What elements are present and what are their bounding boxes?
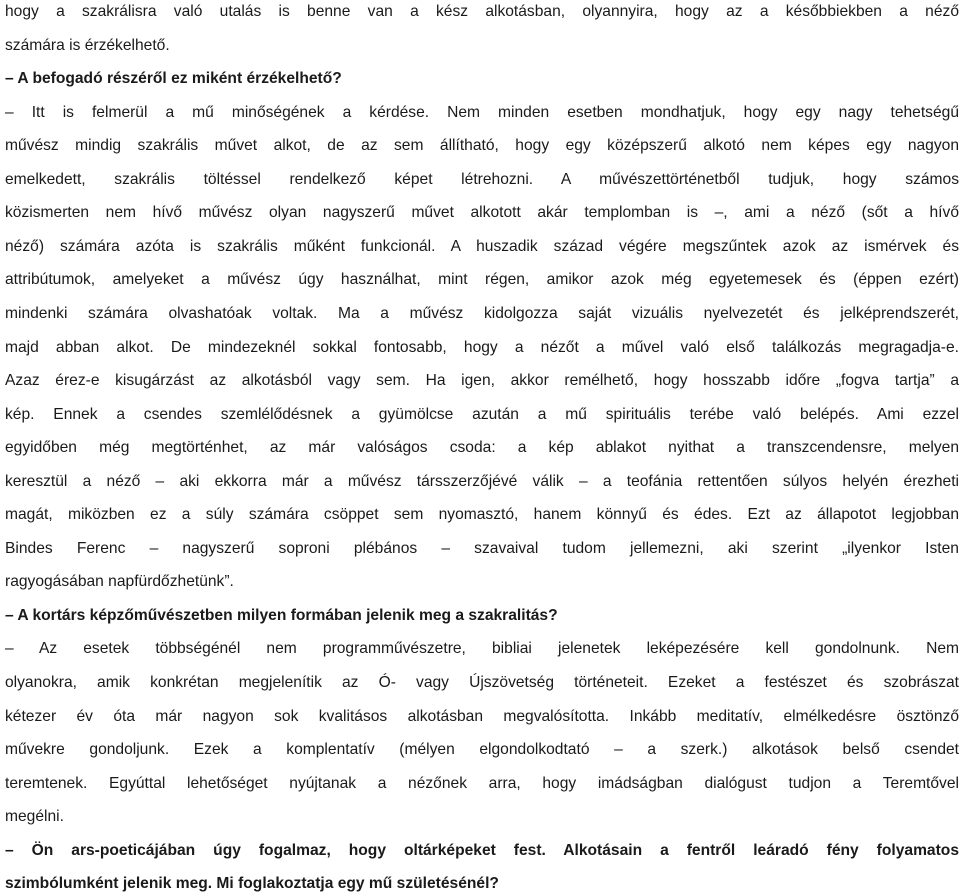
- text-line: keresztül a néző – aki ekkorra már a művész társszerzőjévé válik – a teofánia rettentően súlyos helyén érezheti: [5, 472, 959, 490]
- text-line: egyidőben még megtörténhet, az már valóságos csoda: a kép ablakot nyithat a transzcendensre, melyen: [5, 439, 959, 457]
- question-line: szimbólumként jelenik meg. Mi foglakoztatja egy mű születésénél?: [5, 875, 499, 893]
- text-line: számára is érzékelhető.: [5, 36, 170, 54]
- text-line: kétezer év óta már nagyon sok kvalitásos alkotásban megvalósította. Inkább meditatív, elmélkedésre ösztönző: [5, 707, 959, 725]
- text-line: majd abban alkot. De mindezeknél sokkal fontosabb, hogy a nézőt a művel való első találkozás megragadja-e.: [5, 338, 959, 356]
- text-line: – Az esetek többségénél nem programművészetre, bibliai jelenetek leképezésére kell gondolnunk. Nem: [5, 640, 959, 658]
- text-line: Azaz érez-e kisugárzást az alkotásból vagy sem. Ha igen, akkor remélhető, hogy hosszabb időre „fogva tartja” a: [5, 372, 959, 390]
- text-line: teremtenek. Egyúttal lehetőséget nyújtanak a nézőnek arra, hogy imádságban dialógust tudjon a Teremtővel: [5, 774, 959, 792]
- text-line: kép. Ennek a csendes szemlélődésnek a gyümölcse azután a mű spirituális terébe való belépés. Ami ezzel: [5, 405, 959, 423]
- text-line: megélni.: [5, 808, 64, 826]
- question-line: – Ön ars-poeticájában úgy fogalmaz, hogy oltárképeket fest. Alkotásain a fentről leáradó fény folyamatos: [5, 841, 959, 859]
- text-line: művész mindig szakrális művet alkot, de az sem állítható, hogy egy középszerű alkotó nem képes egy nagyon: [5, 137, 959, 155]
- text-line: olyanokra, amik konkrétan megjelenítik az Ó- vagy Újszövetség történeteit. Ezeket a festészet és szobrászat: [5, 674, 959, 691]
- text-line: Bindes Ferenc – nagyszerű soproni plébános – szavaival tudom jellemezni, aki szerint „ilyenkor Isten: [5, 539, 959, 557]
- text-line: mindenki számára olvashatóak voltak. Ma a művész kidolgozza saját vizuális nyelvezetét és jelképrendszerét,: [5, 304, 959, 322]
- text-line: attribútumok, amelyeket a művész úgy használhat, mint régen, amikor azok még egyetemesek és (éppen ezért): [5, 271, 959, 289]
- text-line: hogy a szakrálisra való utalás is benne van a kész alkotásban, olyannyira, hogy az a későbbiekben a néző: [5, 3, 959, 20]
- text-line: magát, miközben ez a súly számára csöppet sem nyomasztó, hanem könnyű és édes. Ezt az állapotot legjobban: [5, 506, 959, 524]
- text-line: emelkedett, szakrális töltéssel rendelkező képet létrehozni. A művészettörténetből tudjuk, hogy számos: [5, 170, 959, 188]
- text-line: művekre gondoljunk. Ezek a komplentatív (mélyen elgondolkodtató – a szerk.) alkotások belső csendet: [5, 741, 959, 759]
- text-line: közismerten nem hívő művész olyan nagyszerű művet alkotott akár templomban is –, ami a néző (sőt a hívő: [5, 204, 959, 222]
- question-line: – A befogadó részéről ez miként érzékelhető?: [5, 70, 342, 88]
- text-line: – Itt is felmerül a mű minőségének a kérdése. Nem minden esetben mondhatjuk, hogy egy nagy tehetségű: [5, 103, 959, 121]
- text-line: néző) számára azóta is szakrális műként funkcionál. A huszadik század végére megszűntek azok az ismérvek és: [5, 237, 959, 255]
- text-line: ragyogásában napfürdőzhetünk”.: [5, 573, 234, 591]
- question-line: – A kortárs képzőművészetben milyen formában jelenik meg a szakralitás?: [5, 606, 558, 624]
